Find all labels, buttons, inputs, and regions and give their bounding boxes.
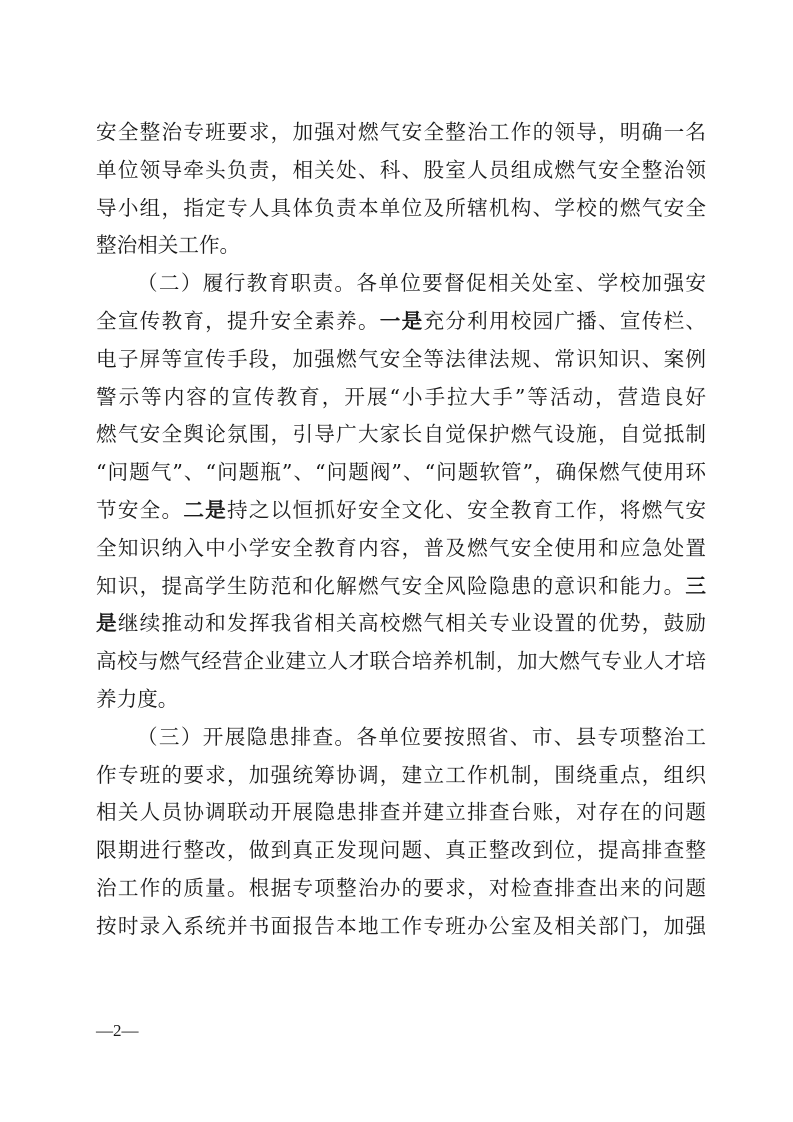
paragraph-2-line-4: 警示等内容的宣传教育，开展“小手拉大手”等活动，营造良好 [96,384,706,409]
paragraph-3-line-6: 按时录入系统并书面报告本地工作专班办公室及相关部门，加强 [96,913,706,938]
paragraph-2-line-9-text-a: 知识，提高学生防范和化解燃气安全风险隐患的意识和能力。 [96,573,686,598]
emphasis-third-point-start: 三 [685,573,706,598]
document-body [96,114,706,946]
paragraph-2-line-5: 燃气安全舆论氛围，引导广大家长自觉保护燃气设施，自觉抵制 [96,422,706,447]
paragraph-2-line-3: 电子屏等宣传手段，加强燃气安全等法律法规、常识知识、案例 [96,346,706,371]
paragraph-1-line-1: 安全整治专班要求，加强对燃气安全整治工作的领导，明确一名 [96,120,706,144]
paragraph-2-line-2 [96,303,706,341]
paragraph-2-line-8: 全知识纳入中小学安全教育内容，普及燃气安全使用和应急处置 [96,535,706,560]
paragraph-2-line-2-text-a: 全宣传教育，提升安全素养。 [96,308,380,333]
paragraph-3-line-1: （三）开展隐患排查。各单位要按照省、市、县专项整治工 [137,724,706,749]
paragraph-1-line-3: 导小组，指定专人具体负责本单位及所辖机构、学校的燃气安全 [96,195,706,220]
paragraph-2-line-2-text-c: 充分利用校园广播、宣传栏、 [423,308,706,333]
paragraph-3-line-4: 限期进行整改，做到真正发现问题、真正整改到位，提高排查整 [96,838,706,863]
paragraph-2-line-7-text-a: 节安全。 [96,497,184,522]
paragraph-1-line-4: 整治相关工作。 [96,233,241,258]
paragraph-3-line-5: 治工作的质量。根据专项整治办的要求，对检查排查出来的问题 [96,875,706,900]
paragraph-2-line-7-text-c: 持之以恒抓好安全文化、安全教育工作，将燃气安 [227,497,706,522]
emphasis-second-point: 二是 [183,497,227,522]
page-number: —2— [96,1021,139,1040]
paragraph-2-line-7 [96,492,706,530]
paragraph-2-line-10 [96,605,706,643]
paragraph-2-line-11: 高校与燃气经营企业建立人才联合培养机制，加大燃气专业人才培 [96,649,706,674]
paragraph-3-line-3: 相关人员协调联动开展隐患排查并建立排查台账，对存在的问题 [96,800,706,825]
paragraph-2-line-1: （二）履行教育职责。各单位要督促相关处室、学校加强安 [137,271,706,296]
emphasis-third-point-end: 是 [96,611,118,636]
emphasis-first-point: 一是 [379,308,424,333]
paragraph-2-line-12: 养力度。 [96,686,179,711]
paragraph-1-line-2: 单位领导牵头负责，相关处、科、股室人员组成燃气安全整治领 [96,157,706,182]
paragraph-2-line-6: “问题气”、“问题瓶”、“问题阀”、“问题软管”，确保燃气使用环 [96,460,706,485]
paragraph-3-line-2: 作专班的要求，加强统筹协调，建立工作机制，围绕重点，组织 [96,762,706,787]
paragraph-2-line-10-text-b: 继续推动和发挥我省相关高校燃气相关专业设置的优势，鼓励 [117,611,706,636]
paragraph-2-line-9 [96,568,706,606]
